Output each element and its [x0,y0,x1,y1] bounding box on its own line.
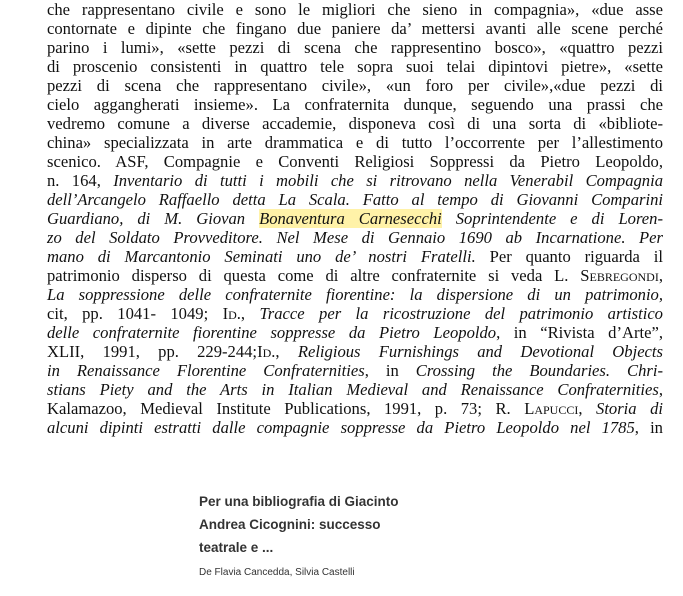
text-line: XLII, 1991, pp. 229-244;Id., Religious Furnishings and Devotional Objects [47,342,663,361]
text-line: che rappresentano civile e sono le migliori che sieno in compagnia», «due asse [47,0,663,19]
text-line: vedremo comune a diverse accademie, disponeva così di una sorta di «bibliote- [47,114,663,133]
text-line: di proscenio consistenti in quattro tele sopra suoi telai dipintovi pietre», «sette [47,57,663,76]
text-line: pezzi di scena che rappresentano civile», «un foro per civile»,«due pezzi di [47,76,663,95]
text-line: china» specializzata in arte drammatica e di tutto l’occorrente per l’allestimento [47,133,663,152]
related-document-authors: De Flavia Cancedda, Silvia Castelli [199,567,355,578]
highlighted-name: Bonaventura Carnesecchi [259,209,442,228]
text-line: n. 164, Inventario di tutti i mobili che si ritrovano nella Venerabil Compagnia [47,171,664,190]
text-line: mano di Marcantonio Seminati uno de’ nostri Fratelli. Per quanto riguarda il [47,247,663,266]
text-line: delle confraternite fiorentine soppresse da Pietro Leopoldo, in “Rivista d’Arte”, [47,323,663,342]
text-line: zo del Soldato Provveditore. Nel Mese di Gennaio 1690 ab Incarnatione. Per [47,228,663,247]
text-line: alcuni dipinti estratti dalle compagnie soppresse da Pietro Leopoldo nel 1785, in [47,418,663,437]
text-line: cit, pp. 1041- 1049; Id., Tracce per la ricostruzione del patrimonio artistico [47,304,663,323]
text-line: La soppressione delle confraternite fiorentine: la dispersione di un patrimonio, [47,285,663,304]
related-document-card[interactable] [199,490,499,578]
text-line: scenico. ASF, Compagnie e Conventi Religiosi Soppressi da Pietro Leopoldo, [47,152,663,171]
title-line: Per una bibliografia di Giacinto [199,494,399,509]
text-line: patrimonio disperso di questa come di altre confraternite si veda L. Sebregondi, [47,266,663,285]
text-line: Kalamazoo, Medieval Institute Publications, 1991, p. 73; R. Lapucci, Storia di [47,399,663,418]
text-line: Guardiano, di M. Giovan Bonaventura Carnesecchi Soprintendente e di Loren- [47,209,663,228]
text-line: parino i lumi», «sette pezzi di scena che rappresentino bosco», «quattro pezzi [47,38,663,57]
text-line: contornate e dipinte che fingano due paniere da’ mettersi avanti alle scene perché [47,19,663,38]
text-line: in Renaissance Florentine Confraternities, in Crossing the Boundaries. Chri- [47,361,663,380]
title-line: teatrale e ... [199,540,274,555]
title-line: Andrea Cicognini: successo [199,517,381,532]
text-line: dell’Arcangelo Raffaello detta La Scala. Fatto al tempo di Giovanni Comparini [47,190,663,209]
related-document-title[interactable] [199,490,499,559]
text-line: cielo aggangherati insieme». La confraternita dunque, seguendo una prassi che [47,95,663,114]
text-line: stians Piety and the Arts in Italian Medieval and Renaissance Confraternities, [47,380,663,399]
